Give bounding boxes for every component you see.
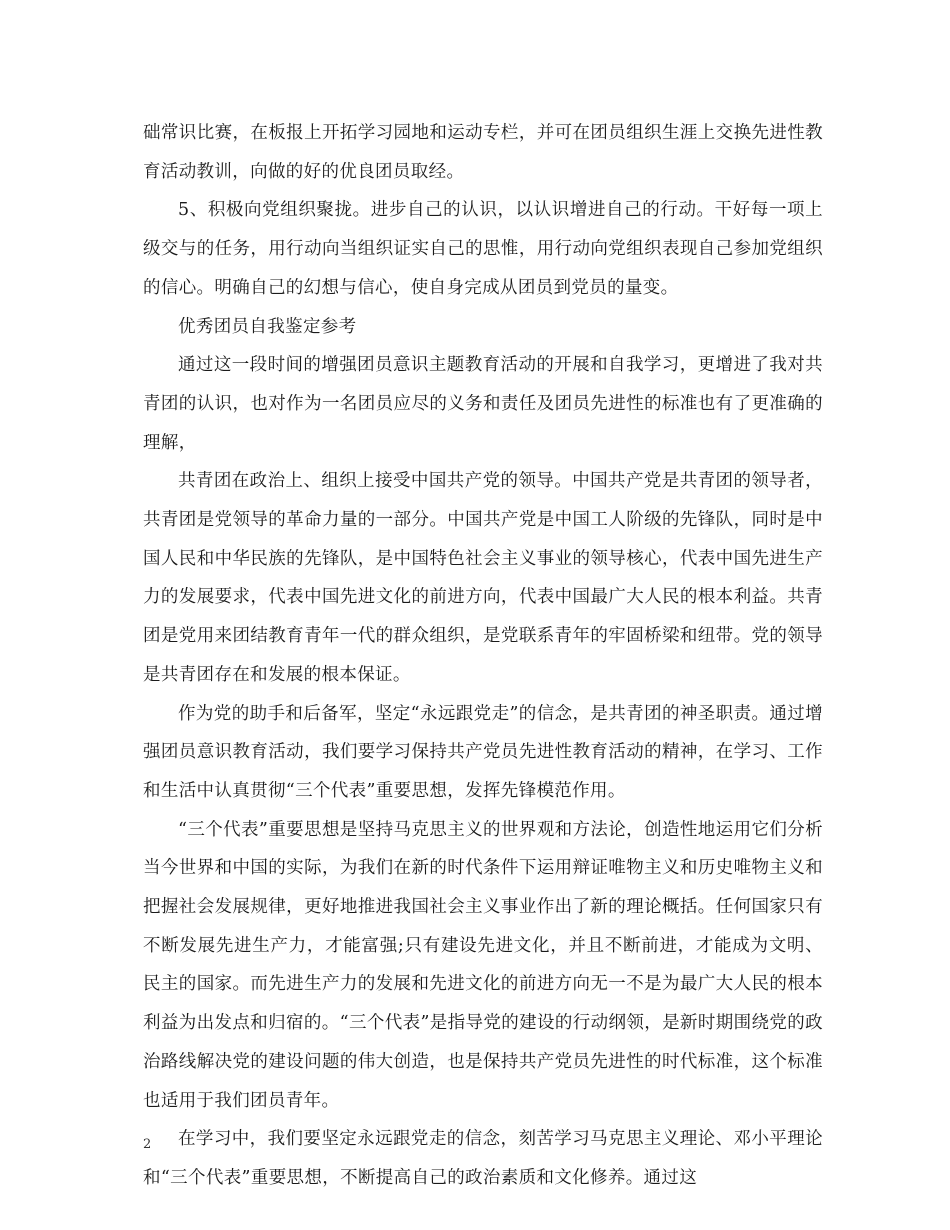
paragraph: 共青团在政治上、组织上接受中国共产党的领导。中国共产党是共青团的领导者，共青团是党领导的革命力量的一部分。中国共产党是中国工人阶级的先锋队，同时是中国人民和中华民族的先锋队，是中国特色社会主义事业的领导核心，代表中国先进生产力的发展要求，代表中国先进文化的前进方向，代表中国最广大人民的根本利益。共青团是党用来团结教育青年一代的群众组织，是党联系青年的牢固桥梁和纽带。党的领导是共青团存在和发展的根本保证。 — [143, 471, 823, 685]
document-body — [143, 114, 823, 1198]
paragraph: 在学习中，我们要坚定永远跟党走的信念，刻苦学习马克思主义理论、邓小平理论和“三个代表”重要思想，不断提高自己的政治素质和文化修养。通过这 — [143, 1129, 823, 1188]
paragraph: 础常识比赛，在板报上开拓学习园地和运动专栏，并可在团员组织生涯上交换先进性教育活动教训，向做的好的优良团员取经。 — [143, 123, 823, 182]
paragraph: 通过这一段时间的增强团员意识主题教育活动的开展和自我学习，更增进了我对共青团的认识，也对作为一名团员应尽的义务和责任及团员先进性的标准也有了更准确的理解， — [143, 355, 823, 453]
paragraph: 5、积极向党组织聚拢。进步自己的认识，以认识增进自己的行动。干好每一项上级交与的任务，用行动向当组织证实自己的思惟，用行动向党组织表现自己参加党组织的信心。明确自己的幻想与信心，使自身完成从团员到党员的量变。 — [143, 200, 823, 298]
paragraph: 作为党的助手和后备军，坚定“永远跟党走”的信念，是共青团的神圣职责。通过增强团员意识教育活动，我们要学习保持共产党员先进性教育活动的精神，在学习、工作和生活中认真贯彻“三个代表”重要思想，发挥先锋模范作用。 — [143, 703, 823, 801]
page-number: 2 — [143, 1137, 152, 1152]
paragraph: “三个代表”重要思想是坚持马克思主义的世界观和方法论，创造性地运用它们分析当今世界和中国的实际，为我们在新的时代条件下运用辩证唯物主义和历史唯物主义和把握社会发展规律，更好地推进我国社会主义事业作出了新的理论概括。任何国家只有不断发展先进生产力，才能富强;只有建设先进文化，并且不断前进，才能成为文明、民主的国家。而先进生产力的发展和先进文化的前进方向无一不是为最广大人民的根本利益为出发点和归宿的。“三个代表”是指导党的建设的行动纲领，是新时期围绕党的政治路线解决党的建设问题的伟大创造，也是保持共产党员先进性的时代标准，这个标准也适用于我们团员青年。 — [143, 819, 823, 1111]
paragraph: 优秀团员自我鉴定参考 — [178, 316, 357, 337]
